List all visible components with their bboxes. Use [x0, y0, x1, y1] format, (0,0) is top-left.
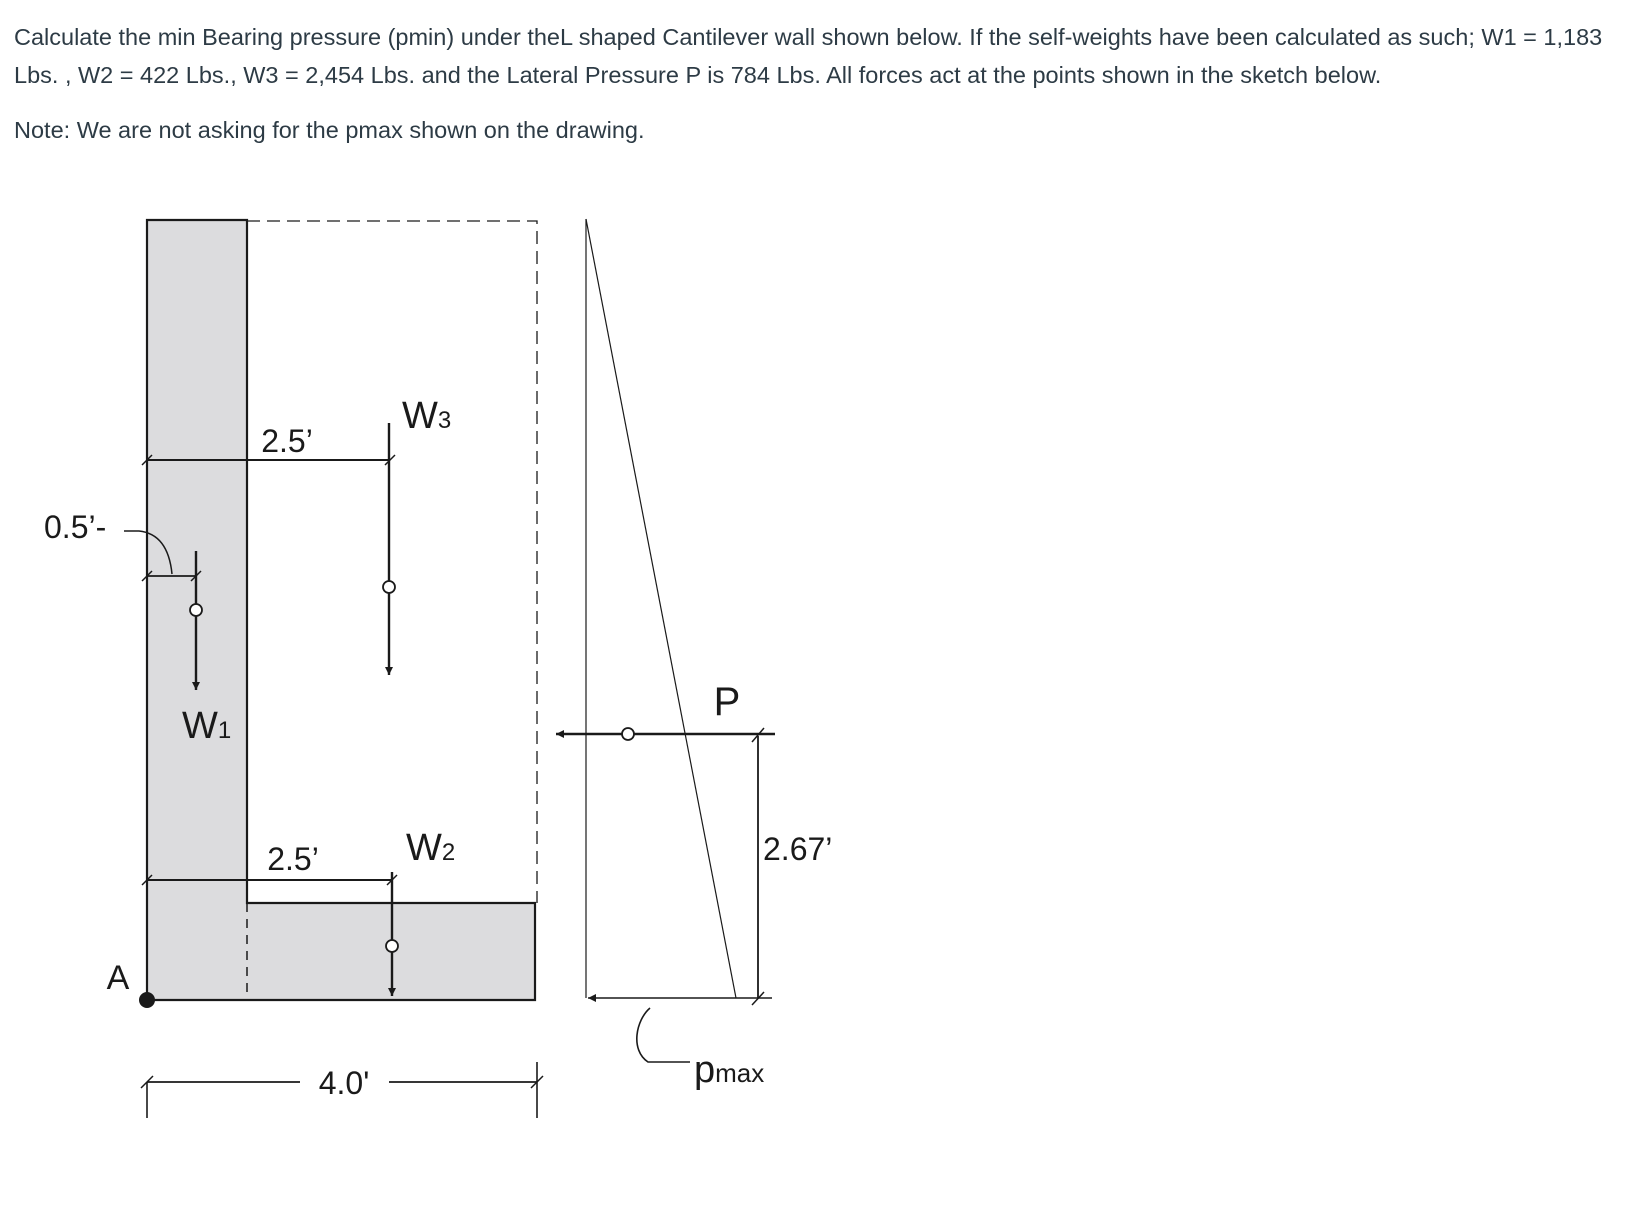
pmax-label-sub: max — [715, 1058, 765, 1088]
question-text: Calculate the min Bearing pressure (pmin) under theL shaped Cantilever wall shown below. If the self-weights have been calculated as such; W1 = 1,183 Lbs. , W2 = 422 Lbs., W3 = 2,454 Lbs. and the Lateral Pressure P is 784 Lbs. All forces act at the points shown in the sketch below. — [14, 24, 1603, 88]
pmax-label-main: p — [694, 1049, 716, 1091]
w2-dimension-label: 2.5’ — [267, 841, 319, 877]
pmax-label — [694, 1049, 764, 1091]
w2-label-sub: 2 — [441, 839, 456, 866]
w1-label-main: W — [182, 705, 218, 747]
w1-label-sub: 1 — [217, 717, 232, 744]
w2-label-main: W — [406, 827, 442, 869]
soil-outline-dashed — [247, 221, 537, 903]
w2-centroid-marker — [386, 940, 398, 952]
w3-centroid-marker — [383, 581, 395, 593]
pmax-leader — [637, 1008, 690, 1062]
question-note: Note: We are not asking for the pmax shown on the drawing. — [14, 117, 645, 143]
base-dimension-label: 4.0' — [318, 1065, 370, 1101]
point-a-label: A — [106, 959, 130, 997]
w3-dimension-label: 2.5’ — [261, 423, 313, 459]
w2-label — [406, 827, 455, 869]
w3-label-sub: 3 — [437, 407, 452, 434]
height-dimension-label: 2.67’ — [763, 831, 833, 867]
p-action-point-marker — [622, 728, 634, 740]
offset-dimension-label: 0.5’- — [44, 509, 107, 545]
point-a-marker — [139, 992, 155, 1008]
p-label: P — [713, 680, 741, 724]
w3-label — [402, 395, 451, 437]
pressure-sloped-edge — [586, 219, 736, 998]
w1-centroid-marker — [190, 604, 202, 616]
l-shaped-wall — [147, 220, 535, 1000]
w3-label-main: W — [402, 395, 438, 437]
